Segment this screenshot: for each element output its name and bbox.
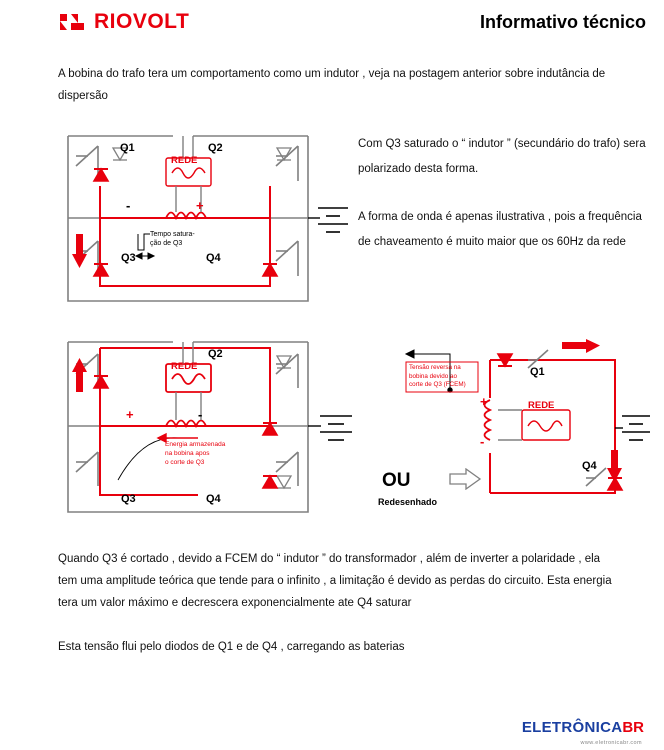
ou-sublabel: Redesenhado [378,497,438,507]
diagram3-label-q4: Q4 [582,460,597,472]
footer-brand-first: ELETRÔNICA [521,719,623,736]
diagram3-label-q1: Q1 [530,366,545,378]
diagram1-label-minus: - [126,198,131,213]
diagram2-note-line1: Energia armazenada [165,441,226,448]
diagram2-note-line3: o corte de Q3 [165,459,205,466]
intro-paragraph: A bobina do trafo tera um comportamento como um indutor , veja na postagem anterior sobre indutância de dispersão [58,68,606,102]
schematic-diagram-2 [58,330,358,530]
diagram2-label-q3: Q3 [121,493,136,505]
diagram3-note [409,364,481,390]
footer-url: www.eletronicabr.com [580,740,642,746]
page-title: Informativo técnico [479,12,646,32]
right-text-block-2: A forma de onda é apenas ilustrativa , pois a frequência de chaveamento é muito maior que os 60Hz da rede [358,211,642,248]
schematic-diagram-1 [58,126,348,311]
bottom-paragraph-1: Quando Q3 é cortado , devido a FCEM do “ indutor ” do transformador , além de inverter a polaridade , ela tem uma amplitude teórica que tende para o infinito , a limitação é devido as perdas do circuito. Esta energia tera um valor máximo e decrescera exponencialmente ate Q4 saturar [58,553,612,609]
page-header [0,0,664,48]
diagram1-note [150,230,195,248]
diagram3-label-minus: - [480,434,485,449]
diagram1-note-line1: Tempo satura- [150,231,195,238]
diagram2-label-minus: - [198,407,203,422]
diagram1-label-q2: Q2 [208,142,223,154]
diagram3-label-rede: REDE [528,400,555,411]
diagram3-note-line2: bobina devido ao [409,372,457,380]
diagram2-label-q2: Q2 [208,348,223,360]
ou-label: OU [382,470,411,491]
diagram2-label-q4: Q4 [206,493,221,505]
diagram1-label-q4: Q4 [206,252,221,264]
footer-logo [522,719,644,736]
diagram2-label-plus: + [126,407,134,422]
diagram3-label-plus: + [480,394,488,409]
diagram1-label-plus: + [196,198,204,213]
diagram2-label-rede: REDE [171,361,198,372]
schematic-diagram-3 [400,338,650,528]
brand-logo [58,10,189,34]
right-text-block-1: Com Q3 saturado o “ indutor ” (secundário do trafo) sera polarizado desta forma. [358,138,646,175]
bottom-paragraph-2: Esta tensão flui pelo diodos de Q1 e de Q4 , carregando as baterias [58,641,405,653]
diagram1-label-q1: Q1 [120,142,135,154]
diagram3-note-line3: corte de Q3 (FCEM) [409,381,466,389]
diagram1-label-rede: REDE [171,155,198,166]
diagram3-note-line1: Tensão reversa na [409,364,461,371]
diagram2-note-line2: na bobina apos [165,450,210,457]
brand-name: RIOVOLT [94,10,190,33]
riovolt-logo-icon [58,11,86,33]
diagram2-note [165,440,225,467]
diagram1-label-q3: Q3 [121,252,136,264]
diagram1-note-line2: ção de Q3 [150,240,183,247]
footer-brand-second: BR [622,719,644,736]
